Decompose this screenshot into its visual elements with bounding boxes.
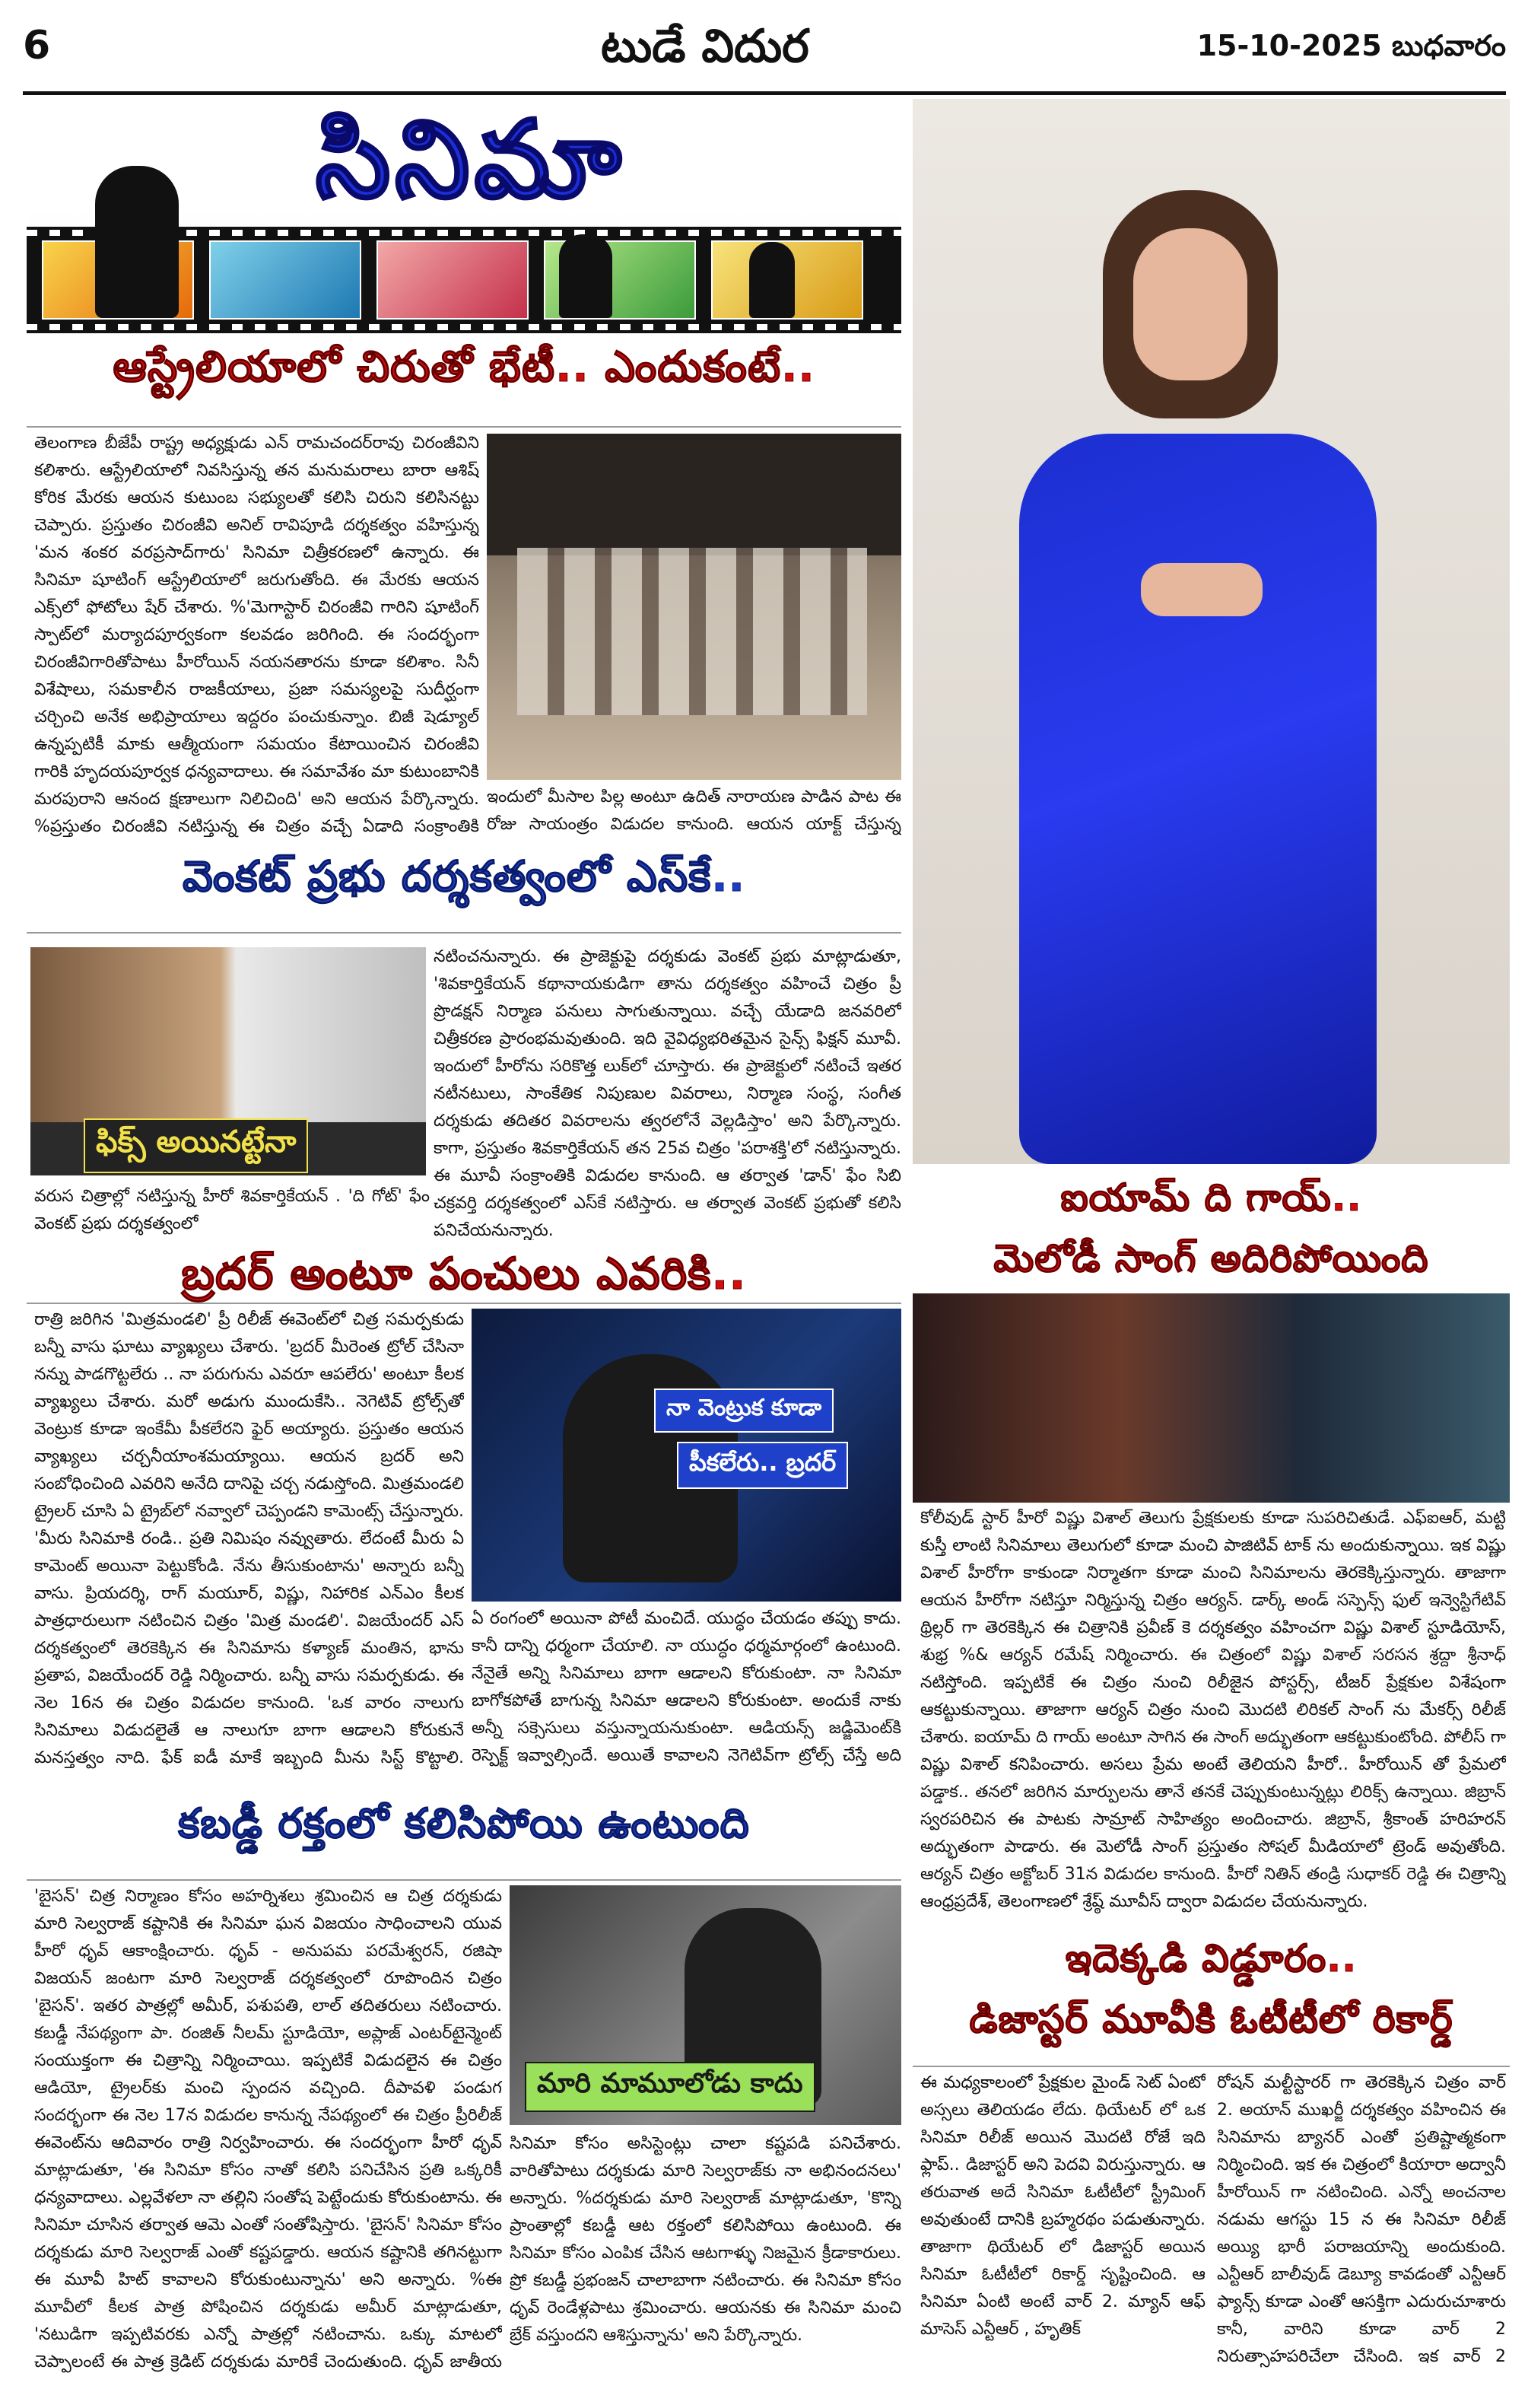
story1-photo xyxy=(487,434,901,780)
story3-body-right: ఏ రంగంలో అయినా పోటీ మంచిదే. యుద్ధం చేయడం తప్పు కాదు. కానీ దాన్ని ధర్మంగా చేయాలి. నా యుద్ధం ధర్మమార్గంలో ఉంటుంది. నేనైతే అన్ని సినిమాలు బాగా ఆడాలని కోరుకుంటా. నా సినిమా బాగోకపోతే బాగున్న సినిమా ఆడాలని కోరుకుంటా. అందుకే నాకు అన్నీ సక్సెసులు వస్తున్నాయనుకుంటా. ఆడియన్స్ జడ్జిమెంట్‌కి రెస్పెక్ట్ ఇవ్వాల్సిందే. అయితే కావాలని నెగెటివ్‌గా ట్రోల్స్ చేస్తే అది xyxy=(472,1609,901,1765)
story6-headline-line2: డిజాస్టర్ మూవీకి ఓటీటీలో రికార్డ్ xyxy=(969,1997,1453,2041)
divider xyxy=(27,932,901,934)
story1-headline: ఆస్ట్రేలియాలో చిరుతో భేటీ.. ఎందుకంటే.. xyxy=(113,342,815,392)
story2-image-caption: ఫిక్స్ అయినట్టేనా xyxy=(84,1118,308,1173)
cinema-banner xyxy=(27,97,901,333)
story2-body-right: నటించనున్నారు. ఈ ప్రాజెక్టుపై దర్శకుడు వెంకట్ ప్రభు మాట్లాడుతూ, 'శివకార్తికేయన్ కథానాయకుడిగా తాను దర్శకత్వం వహించే చిత్రం ప్రీ ప్రొడక్షన్ నిర్మాణ పనులు సాగుతున్నాయి. వచ్చే యేడాది జనవరిలో చిత్రీకరణ ప్రారంభమవుతుంది. ఇది వైవిధ్యభరితమైన సైన్స్ ఫిక్షన్ మూవీ. ఇందులో హీరోను సరికొత్త లుక్‌లో చూస్తారు. ఈ ప్రాజెక్టులో నటించే ఇతర నటీనటులు, సాంకేతిక నిపుణుల వివరాలు, నిర్మాణ సంస్థ, సంగీత దర్శకుడు తదితర వివరాలను త్వరలోనే వెల్లడిస్తాం' అని పేర్కొన్నారు. కాగా, ప్రస్తుతం శివకార్తికేయన్ తన 25వ చిత్రం 'పరాశక్తి'లో నటిస్తున్నారు. ఈ మూవీ సంక్రాంతికి విడుదల కానుంది. ఆ తర్వాత 'డాన్' ఫేం సిబి చక్రవర్తి దర్శకత్వంలో ఎస్‌కే నటిస్తారు. ఆ తర్వాత వెంకట్ ప్రభుతో కలిసి పనిచేయనున్నారు. xyxy=(434,947,901,1240)
story3-body-left: రాత్రి జరిగిన 'మిత్రమండలి' ప్రీ రిలీజ్ ఈవెంట్‌లో చిత్ర సమర్పకుడు బన్నీ వాసు ఘాటు వ్యాఖ్యలు చేశారు. 'బ్రదర్ మీరెంత ట్రోల్ చేసినా నన్ను పాడగొట్టలేరు .. నా పరుగును ఎవరూ ఆపలేరు' అంటూ కీలక వ్యాఖ్యలు చేశారు. మరో అడుగు ముందుకేసి.. నెగెటివ్ ట్రోల్స్‌తో వెంట్రుక కూడా ఇంకేమీ పీకలేరని ఫైర్ అయ్యారు. ప్రస్తుతం ఆయన వ్యాఖ్యలు చర్చనీయాంశమయ్యాయి. ఆయన బ్రదర్ అని సంబోధించింది ఎవరిని అనేది దానిపై చర్చ నడుస్తోంది. మిత్రమండలి ట్రైలర్ చూసి ఏ ట్రైబ్‌లో నవ్వాలో చెప్పండని కామెంట్స్ చేస్తున్నారు. 'మీరు సినిమాకి రండి.. ప్రతి నిమిషం నవ్వుతారు. లేదంటే మీరు ఏ కామెంట్ అయినా పెట్టుకోండి. నేను తీసుకుంటాను' అన్నారు బన్నీ వాసు. ప్రియదర్శి, రాగ్ మయూర్, విష్ణు, నిహారిక ఎన్‌ఎం కీలక పాత్రధారులుగా నటించిన చిత్రం 'మిత్ర మండలి'. విజయేందర్ ఎస్ దర్శకత్వంలో తెరకెక్కిన ఈ సినిమాను కళ్యాణ్ మంతిన, భాను ప్రతాప, విజయేందర్ రెడ్డి నిర్మించారు. బన్నీ వాసు సమర్పకుడు. ఈ నెల 16న ఈ చిత్రం విడుదల కానుంది. 'ఒక వారం నాలుగు సినిమాలు విడుదలైతే ఆ నాలుగూ బాగా ఆడాలని కోరుకునే మనస్తత్వం నాది. ఫేక్ ఐడీ మాకే ఇబ్బంది మీను సిస్ట్ కొట్టాలి. xyxy=(34,1310,464,1767)
story4-body-right: సినిమా కోసం అసిస్టెంట్లు చాలా కష్టపడి పనిచేశారు. వారితోపాటు దర్శకుడు మారి సెల్వరాజ్‌కు నా అభినందనలు' అన్నారు. %దర్శకుడు మారి సెల్వరాజ్ మాట్లాడుతూ, 'కొన్ని ప్రాంతాల్లో కబడ్డీ ఆట రక్తంలో కలిసిపోయి ఉంటుంది. ఈ సినిమా కోసం ఎంపిక చేసిన ఆటగాళ్ళు నిజమైన క్రీడాకారులు. ప్రో కబడ్డీ ప్రభంజన్ చాలాబాగా నటించారు. ఈ సినిమా కోసం ధృవ్ రెండేళ్లపాటు శ్రమించారు. ఆయనకు ఈ సినిమా మంచి బ్రేక్ వస్తుందని ఆశిస్తున్నాను' అని పేర్కొన్నారు. xyxy=(510,2134,901,2345)
silhouette-icon xyxy=(95,166,179,318)
issue-date: 15-10-2025 బుధవారం xyxy=(1196,29,1506,62)
header-rule xyxy=(23,91,1506,95)
story5-body: కోలీవుడ్ స్టార్ హీరో విష్ణు విశాల్ తెలుగు ప్రేక్షకులకు కూడా సుపరిచితుడే. ఎఫ్‌ఐఆర్, మట్టి కుస్తీ లాంటి సినిమాలు తెలుగులో కూడా మంచి పాజిటివ్ టాక్ ను అందుకున్నాయి. ఇక విష్ణు విశాల్ హీరోగా కాకుండా నిర్మాతగా కూడా మంచి సినిమాలను తెరకెక్కిస్తున్నారు. తాజాగా ఆయన హీరోగా నటిస్తూ నిర్మిస్తున్న చిత్రం ఆర్యన్. డార్క్ అండ్ సస్పెన్స్ ఫుల్ ఇన్వెస్టిగేటివ్ థ్రిల్లర్ గా తెరకెక్కిన ఈ చిత్రానికి ప్రవీణ్ కె దర్శకత్వం వహించగా విష్ణు విశాల్ స్టూడియోస్, శుభ్ర %& ఆర్యన్ రమేష్ నిర్మించారు. ఈ చిత్రంలో విష్ణు విశాల్ సరసన శ్రద్దా శ్రీనాధ్ నటిస్తోంది. ఇప్పటికే ఈ చిత్రం నుంచి రిలీజైన పోస్టర్స్, టీజర్ ప్రేక్షకుల విశేషంగా ఆకట్టుకున్నాయి. తాజాగా ఆర్యన్ చిత్రం నుంచి మొదటి లిరికల్ సాంగ్ ను మేకర్స్ రిలీజ్ చేశారు. ఐయామ్ ది గాయ్ అంటూ సాగిన ఈ సాంగ్ అద్భుతంగా ఆకట్టుకుంటోంది. పోలీస్ గా విష్ణు విశాల్ కనిపించారు. అసలు ప్రేమ అంటే తెలియని హీరో.. హీరోయిన్ తో ప్రేమలో పడ్డాక.. తనలో జరిగిన మార్పులను తానే తనకే చెప్పుకుంటున్నట్లు లిరిక్స్ ఉన్నాయి. జిబ్రాన్ స్వరపరిచిన ఈ పాటకు సామ్రాట్ సాహిత్యం అందించారు. జిబ్రాన్, శ్రీకాంత్ హరిహరన్ అద్భుతంగా పాడారు. ఈ మెలోడీ సాంగ్ ప్రస్తుతం సోషల్ మీడియాలో ట్రెండ్ అవుతోంది. ఆర్యన్ చిత్రం అక్టోబర్ 31న విడుదల కానుంది. హీరో నితిన్ తండ్రి సుధాకర్ రెడ్డి ఈ చిత్రాన్ని ఆంధ్రప్రదేశ్, తెలంగాణలో శ్రేష్ఠ్ మూవీస్ ద్వారా విడుదల చేయనున్నారు. xyxy=(920,1509,1506,1911)
silhouette-icon xyxy=(749,242,795,318)
story1-body-right: ఇందులో మీసాల పిల్ల అంటూ ఉదిత్ నారాయణ పాడిన పాట ఈ రోజు సాయంత్రం విడుదల కానుంది. ఆయన యాక్ట్ చేస్తున్న xyxy=(487,787,901,834)
divider xyxy=(27,1879,901,1881)
banner-title: సినిమా xyxy=(316,97,626,222)
divider xyxy=(913,2066,1510,2067)
actress-photo xyxy=(913,99,1510,1164)
story6-body-left: ఈ మధ్యకాలంలో ప్రేక్షకుల మైండ్ సెట్ ఏంటో అస్సలు తెలియడం లేదు. థియేటర్ లో ఒక సినిమా రిలీజ్ అయిన మొదటి రోజే ఇది ఫ్లాప్.. డిజాస్టర్ అని పెదవి విరుస్తున్నారు. ఆ తరువాత అదే సినిమా ఓటీటీలో స్ట్రీమింగ్ అవుతుంటే దానికి బ్రహ్మరథం పడుతున్నారు. తాజాగా థియేటర్ లో డిజాస్టర్ అయిన సినిమా ఓటీటీలో రికార్డ్ సృష్టించింది. ఆ సినిమా ఏంటి అంటే వార్ 2. మ్యాన్ ఆఫ్ మాసెస్ ఎన్టీఆర్ , హృతిక్ xyxy=(920,2073,1206,2339)
story5-photo xyxy=(913,1293,1510,1503)
story2-headline: వెంకట్ ప్రభు దర్శకత్వంలో ఎస్‌కే.. xyxy=(183,852,745,902)
story3-caption-line1: నా వెంట్రుక కూడా xyxy=(654,1388,834,1433)
page-number: 6 xyxy=(23,23,51,68)
story6-headline-line1: ఇదెక్కడి విడ్డూరం.. xyxy=(1065,1936,1358,1980)
story4-body-left: 'బైసన్' చిత్ర నిర్మాణం కోసం అహర్నిశలు శ్రమించిన ఆ చిత్ర దర్శకుడు మారి సెల్వరాజ్ కష్టానికి ఈ సినిమా ఘన విజయం సాధించాలని యువ హీరో ధృవ్ ఆకాంక్షించారు. ధృవ్ - అనుపమ పరమేశ్వరన్, రజిషా విజయన్ జంటగా మారి సెల్వరాజ్ దర్శకత్వంలో రూపొందిన చిత్రం 'బైసన్'. ఇతర పాత్రల్లో అమీర్, పశుపతి, లాల్ తదితరులు నటించారు. కబడ్డీ నేపథ్యంగా పా. రంజిత్ నీలమ్ స్టూడియో, అప్లాజ్ ఎంటర్‌టైన్మెంట్ సంయుక్తంగా ఈ చిత్రాన్ని నిర్మించాయి. ఇప్పటికే విడుదలైన ఈ చిత్రం ఆడియో, ట్రైలర్‌కు మంచి స్పందన వచ్చింది. దీపావళి పండుగ సందర్భంగా ఈ నెల 17న విడుదల కానున్న నేపథ్యంలో ఈ చిత్రం ప్రీరిలీజ్ ఈవెంట్‌ను ఆదివారం రాత్రి నిర్వహించారు. ఈ సందర్భంగా హీరో ధృవ్ మాట్లాడుతూ, 'ఈ సినిమా కోసం నాతో కలిసి పనిచేసిన ప్రతి ఒక్కరికీ ధన్యవాదాలు. ఎల్లవేళలా నా తల్లిని సంతోష పెట్టేందుకు కోరుకుంటాను. ఈ సినిమా చూసిన తర్వాత ఆమె ఎంతో సంతోషిస్తారు. 'బైసన్' సినిమా కోసం దర్శకుడు మారి సెల్వరాజ్ ఎంతో కష్టపడ్డారు. ఆయన కష్టానికి తగినట్టుగా ఈ మూవీ హిట్ కావాలని కోరుకుంటున్నాను' అని అన్నారు. %ఈ మూవీలో కీలక పాత్ర పోషించిన దర్శకుడు అమీర్ మాట్లాడుతూ, 'నటుడిగా ఇప్పటివరకు ఎన్నో పాత్రల్లో నటించాను. ఒక్కు మాటలో చెప్పాలంటే ఈ పాత్ర క్రెడిట్ దర్శకుడు మారికే చెందుతుంది. ధృవ్ జాతీయ xyxy=(34,1887,502,2371)
story2-body-left: వరుస చిత్రాల్లో నటిస్తున్న హీరో శివకార్తికేయన్ . 'ది గోట్' ఫేం వెంకట్ ప్రభు దర్శకత్వంలో xyxy=(34,1187,430,1233)
silhouette-icon xyxy=(559,234,612,318)
story4-headline: కబడ్డీ రక్తంలో కలిసిపోయి ఉంటుంది xyxy=(178,1799,750,1847)
masthead xyxy=(23,15,1506,91)
divider xyxy=(27,1303,901,1304)
story3-headline: బ్రదర్ అంటూ పంచులు ఎవరికి.. xyxy=(181,1248,747,1299)
story5-headline-line2: మెలోడీ సాంగ్ అదిరిపోయింది xyxy=(993,1236,1429,1280)
divider xyxy=(27,426,901,428)
story6-body-right: రోషన్ మల్టీస్టారర్ గా తెరకెక్కిన చిత్రం వార్ 2. అయాన్ ముఖర్జీ దర్శకత్వం వహించిన ఈ సినిమాను బ్యానర్ ఎంతో ప్రతిష్టాత్మకంగా నిర్మించింది. ఇక ఈ చిత్రంలో కియారా అద్వానీ హీరోయిన్ గా నటించింది. ఎన్నో అంచనాల నడుమ ఆగస్టు 15 న ఈ సినిమా రిలీజ్ అయ్యి భారీ పరాజయాన్ని అందుకుంది. ఎన్టీఆర్ బాలీవుడ్ డెబ్యూ కావడంతో ఎన్టీఆర్ ఫ్యాన్స్ కూడా ఎంతో ఆసక్తిగా ఎదురుచూశారు కానీ, వారిని కూడా వార్ 2 నిరుత్సాహపరిచేలా చేసింది. ఇక వార్ 2 xyxy=(1217,2073,1506,2366)
story5-headline-line1: ఐయామ్ ది గాయ్.. xyxy=(1060,1175,1362,1220)
story4-image-caption: మారి మామూలోడు కాదు xyxy=(525,2062,815,2112)
story1-body-left: తెలంగాణ బీజేపీ రాష్ట్ర అధ్యక్షుడు ఎన్ రామచందర్‌రావు చిరంజీవిని కలిశారు. ఆస్ట్రేలియాలో నివసిస్తున్న తన మనుమరాలు బారా ఆశిష్ కోరిక మేరకు ఆయన కుటుంబ సభ్యులతో కలిసి చిరుని కలిసినట్టు చెప్పారు. ప్రస్తుతం చిరంజీవి అనిల్ రావిపూడి దర్శకత్వం వహిస్తున్న 'మన శంకర వరప్రసాద్‌గారు' సినిమా చిత్రీకరణలో ఉన్నారు. ఈ సినిమా షూటింగ్ ఆస్ట్రేలియాలో జరుగుతోంది. ఈ మేరకు ఆయన ఎక్స్‌లో ఫోటోలు షేర్ చేశారు. %'మెగాస్టార్ చిరంజీవి గారిని షూటింగ్ స్పాట్‌లో మర్యాదపూర్వకంగా కలవడం జరిగింది. ఈ సందర్భంగా చిరంజీవిగారితోపాటు హీరోయిన్ నయనతారను కూడా కలిశాం. సినీ విశేషాలు, సమకాలీన రాజకీయాలు, ప్రజా సమస్యలపై సుదీర్ఘంగా చర్చించి అనేక అభిప్రాయాలు ఇద్దరం పంచుకున్నాం. బిజీ షెడ్యూల్ ఉన్నప్పటికీ మాకు ఆత్మీయంగా సమయం కేటాయించిన చిరంజీవి గారికి హృదయపూర్వక ధన్యవాదాలు. ఈ సమావేశం మా కుటుంబానికి మరపురాని ఆనంద క్షణాలుగా నిలిచింది' అని ఆయన పేర్కొన్నారు. %ప్రస్తుతం చిరంజీవి నటిస్తున్న ఈ చిత్రం వచ్చే ఏడాది సంక్రాంతికి xyxy=(34,434,479,836)
paper-name: టుడే విదుర xyxy=(601,20,809,73)
story3-caption-line2: పీకలేరు.. బ్రదర్ xyxy=(677,1442,848,1489)
